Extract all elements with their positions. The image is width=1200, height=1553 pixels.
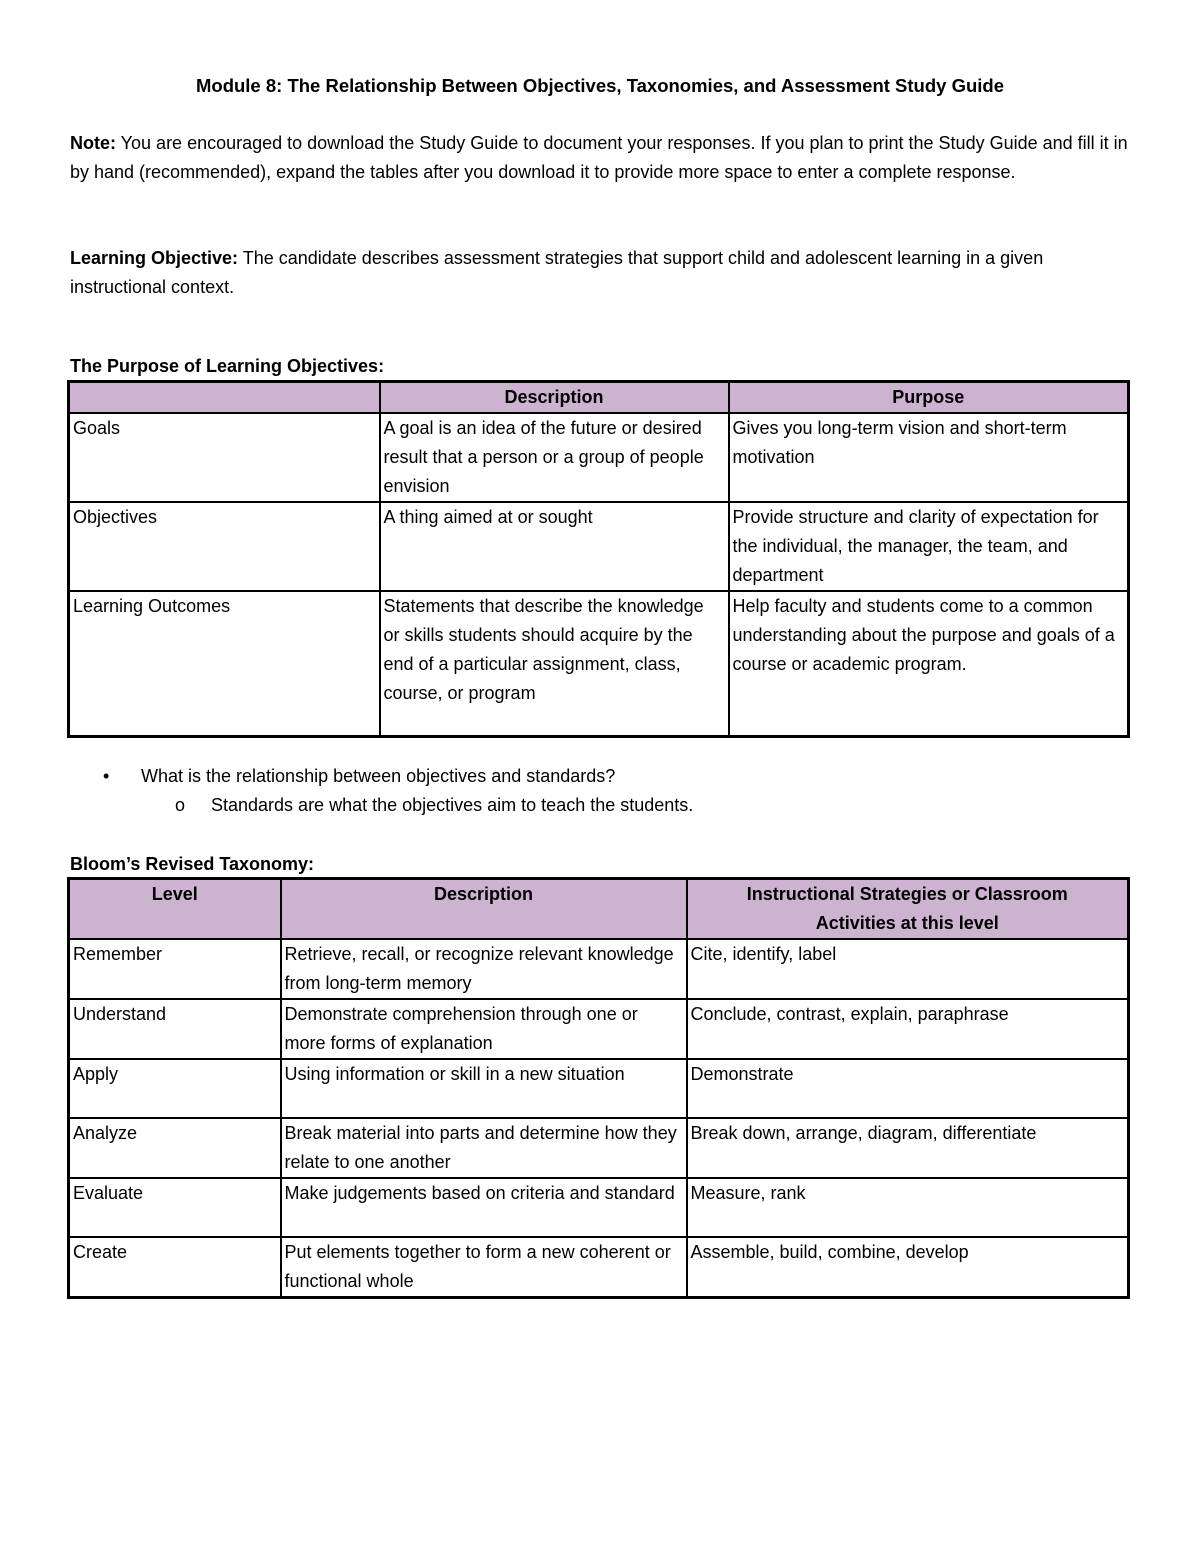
column-header: Level — [69, 879, 281, 940]
table-cell: Put elements together to form a new coherent or functional whole — [281, 1237, 687, 1298]
table-cell: Using information or skill in a new situation — [281, 1059, 687, 1118]
table-row — [69, 1237, 1129, 1298]
circle-bullet-icon: o — [175, 795, 186, 815]
table-cell: Cite, identify, label — [687, 939, 1129, 999]
question-text: What is the relationship between objectives and standards? — [141, 766, 616, 786]
column-header: Description — [281, 879, 687, 940]
table-cell: Demonstrate comprehension through one or more forms of explanation — [281, 999, 687, 1059]
table-cell: Statements that describe the knowledge or skills students should acquire by the end of a particular assignment, class, course, or program — [380, 591, 729, 736]
table-cell: Conclude, contrast, explain, paraphrase — [687, 999, 1129, 1059]
table-cell: Measure, rank — [687, 1178, 1129, 1237]
learning-objective-text: The candidate describes assessment strategies that support child and adolescent learning in a given instructional context. — [70, 248, 1044, 297]
table-header-row — [69, 382, 1129, 414]
table-cell: Break down, arrange, diagram, differentiate — [687, 1118, 1129, 1178]
table-cell: Analyze — [69, 1118, 281, 1178]
learning-objective-paragraph — [70, 244, 1130, 302]
table-cell: Objectives — [69, 502, 380, 591]
table-cell: Remember — [69, 939, 281, 999]
purpose-table — [67, 380, 1130, 738]
table-row — [69, 413, 1129, 502]
table-cell: Understand — [69, 999, 281, 1059]
table-cell: Gives you long-term vision and short-term motivation — [729, 413, 1129, 502]
column-header — [69, 382, 380, 414]
answer-text: Standards are what the objectives aim to teach the students. — [211, 795, 694, 815]
learning-objective-label: Learning Objective: — [70, 248, 239, 268]
column-header: Purpose — [729, 382, 1129, 414]
table-cell: Learning Outcomes — [69, 591, 380, 736]
table-cell: Demonstrate — [687, 1059, 1129, 1118]
table-cell: Help faculty and students come to a common understanding about the purpose and goals of a course or academic program. — [729, 591, 1129, 736]
bullet-icon: • — [103, 766, 110, 786]
purpose-heading: The Purpose of Learning Objectives: — [70, 356, 385, 376]
note-paragraph — [70, 129, 1130, 187]
table-row — [69, 939, 1129, 999]
column-header: Instructional Strategies or Classroom Activities at this level — [687, 879, 1129, 940]
note-text: You are encouraged to download the Study Guide to document your responses. If you plan to print the Study Guide and fill it in by hand (recommended), expand the tables after you download it to provide more space to enter a complete response. — [70, 133, 1128, 182]
page-title: Module 8: The Relationship Between Objectives, Taxonomies, and Assessment Study Guide — [195, 75, 1004, 96]
table-cell: Make judgements based on criteria and standard — [281, 1178, 687, 1237]
table-cell: Apply — [69, 1059, 281, 1118]
bullet-item — [103, 762, 615, 791]
table-cell: Break material into parts and determine how they relate to one another — [281, 1118, 687, 1178]
table-row — [69, 1059, 1129, 1118]
sub-bullet-item — [175, 791, 693, 820]
table-row — [69, 591, 1129, 736]
blooms-table — [67, 877, 1130, 1299]
table-cell: Retrieve, recall, or recognize relevant knowledge from long-term memory — [281, 939, 687, 999]
table-cell: Evaluate — [69, 1178, 281, 1237]
table-cell: A thing aimed at or sought — [380, 502, 729, 591]
blooms-heading: Bloom’s Revised Taxonomy: — [70, 854, 315, 874]
table-cell: Create — [69, 1237, 281, 1298]
column-header: Description — [380, 382, 729, 414]
table-cell: Assemble, build, combine, develop — [687, 1237, 1129, 1298]
table-row — [69, 1178, 1129, 1237]
table-cell: A goal is an idea of the future or desired result that a person or a group of people envision — [380, 413, 729, 502]
table-cell: Provide structure and clarity of expectation for the individual, the manager, the team, and department — [729, 502, 1129, 591]
table-row — [69, 1118, 1129, 1178]
table-cell: Goals — [69, 413, 380, 502]
table-header-row — [69, 879, 1129, 940]
note-label: Note: — [70, 133, 116, 153]
table-row — [69, 999, 1129, 1059]
table-row — [69, 502, 1129, 591]
